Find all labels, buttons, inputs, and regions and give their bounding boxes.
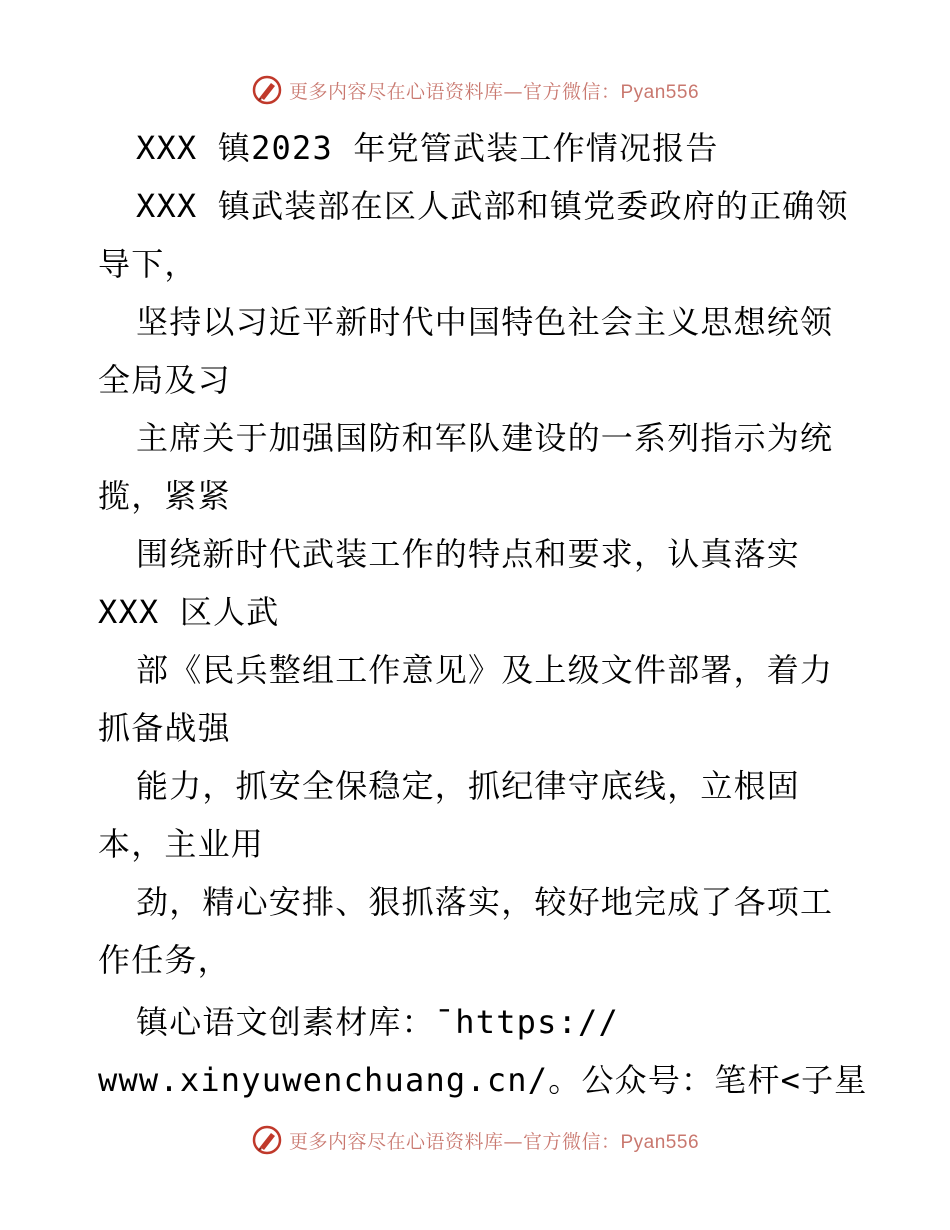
paragraph-line: 抓备战强 (98, 709, 231, 747)
paragraph-line: 坚持以习近平新时代中国特色社会主义思想统领 (136, 303, 834, 341)
pen-logo-icon (251, 74, 283, 106)
paragraph-line: 全局及习 (98, 361, 231, 399)
pen-logo-icon (251, 1124, 283, 1156)
source-url-line: www.xinyuwenchuang.cn/。公众号：笔杆<子星 (98, 1061, 868, 1099)
paragraph-line: 能力，抓安全保稳定，抓纪律守底线，立根固 (136, 767, 801, 805)
paragraph-line: 围绕新时代武装工作的特点和要求，认真落实 (136, 535, 801, 573)
paragraph-line: 导下， (98, 245, 198, 283)
watermark-id: Pyan556 (620, 81, 700, 103)
paragraph-line: 部《民兵整组工作意见》及上级文件部署，着力 (136, 651, 834, 689)
paragraph-line: 本，主业用 (98, 825, 265, 863)
paragraph-line: XXX 区人武 (98, 593, 280, 631)
watermark-text: 更多内容尽在心语资料库—官方微信：Pyan556 (288, 80, 700, 103)
paragraph-line: 揽，紧紧 (98, 477, 231, 515)
document-title: XXX 镇2023 年党管武装工作情况报告 (136, 129, 719, 167)
paragraph-line: 主席关于加强国防和军队建设的一系列指示为统 (136, 419, 834, 457)
paragraph-line: XXX 镇武装部在区人武部和镇党委政府的正确领 (136, 187, 849, 225)
source-line: 镇心语文创素材库：¯https:// (136, 1003, 619, 1041)
paragraph-line: 劲，精心安排、狠抓落实，较好地完成了各项工 (136, 883, 834, 921)
watermark-bottom (0, 1122, 950, 1158)
watermark-text: 更多内容尽在心语资料库—官方微信：Pyan556 (288, 1130, 700, 1153)
watermark-top (0, 72, 950, 108)
paragraph-line: 作任务， (98, 941, 231, 979)
watermark-id: Pyan556 (620, 1131, 700, 1153)
